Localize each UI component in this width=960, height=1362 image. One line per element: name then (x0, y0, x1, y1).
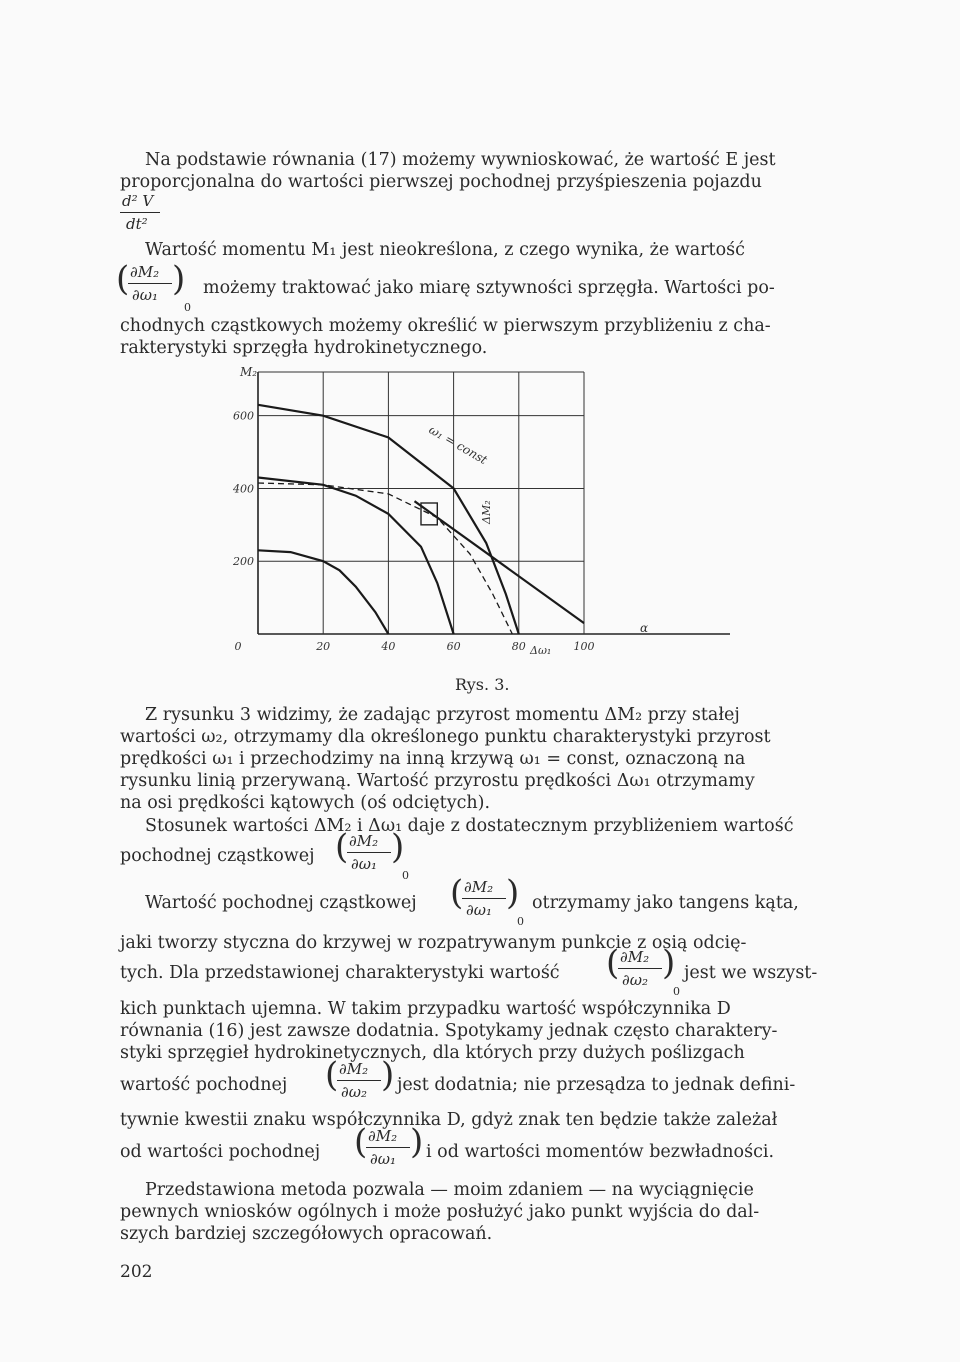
text-line: jest we wszyst- (684, 963, 818, 983)
y-axis-label: M₂ (240, 365, 258, 379)
derivative-numerator: ∂M₂ (349, 832, 379, 850)
x-tick-label: 20 (316, 640, 331, 653)
subscript: 0 (184, 301, 191, 314)
derivative-numerator: ∂M₂ (339, 1060, 369, 1078)
dashed-curve (258, 483, 512, 634)
derivative-numerator: ∂M₂ (368, 1127, 398, 1145)
text-line: chodnych cząstkowych możemy określić w pierwszym przybliżeniu z cha- (120, 316, 771, 336)
x-tick-label: 40 (381, 640, 396, 653)
y-tick-label: 200 (233, 555, 254, 569)
right-parenthesis: ) (381, 1055, 395, 1095)
right-parenthesis: ) (391, 827, 405, 867)
chart-curves (258, 405, 584, 634)
text-line: jaki tworzy styczna do krzywej w rozpatrywanym punkcie z osią odcię- (120, 933, 747, 953)
right-parenthesis: ) (662, 943, 676, 983)
text-line: równania (16) jest zawsze dodatnia. Spotykamy jednak często charaktery- (120, 1021, 778, 1041)
tangent-line (415, 501, 585, 623)
delta-m-label: ΔM₂ (480, 500, 493, 524)
right-parenthesis: ) (410, 1122, 424, 1162)
derivative-denominator: ∂ω₂ (622, 971, 649, 989)
fraction-bar (128, 283, 172, 284)
fraction-bar (120, 212, 160, 213)
text-line: Stosunek wartości ΔM₂ i Δω₁ daje z dostatecznym przybliżeniem wartość (145, 816, 794, 836)
derivative-numerator: ∂M₂ (464, 878, 494, 896)
text-line: wartość pochodnej (120, 1075, 288, 1095)
increment-box (421, 503, 437, 525)
left-parenthesis: ( (116, 259, 130, 299)
right-parenthesis: ) (172, 259, 186, 299)
text-line: wartości ω₂, otrzymamy dla określonego punktu charakterystyki przyrost (120, 727, 771, 747)
text-line: tych. Dla przedstawionej charakterystyki wartość (120, 963, 560, 983)
alpha-label: α (640, 621, 649, 635)
delta-omega-label: Δω₁ (530, 644, 552, 657)
derivative-denominator: ∂ω₁ (351, 855, 378, 873)
derivative-numerator: ∂M₂ (620, 948, 650, 966)
left-parenthesis: ( (335, 827, 349, 867)
text-line: Wartość pochodnej cząstkowej (145, 893, 417, 913)
figure-caption: Rys. 3. (455, 675, 510, 694)
x-tick-label: 100 (573, 640, 595, 653)
derivative-denominator: ∂ω₁ (466, 901, 493, 919)
fraction-bar (618, 968, 662, 969)
subscript: 0 (673, 985, 680, 998)
text-line: jest dodatnia; nie przesądza to jednak defini- (397, 1075, 796, 1095)
subscript: 0 (517, 915, 524, 928)
fraction-bar (462, 898, 506, 899)
left-parenthesis: ( (354, 1122, 368, 1162)
x-tick-label: 60 (446, 640, 461, 653)
right-parenthesis: ) (506, 873, 520, 913)
text-line: prędkości ω₁ i przechodzimy na inną krzywą ω₁ = const, oznaczoną na (120, 749, 746, 769)
text-line: możemy traktować jako miarę sztywności sprzęgła. Wartości po- (203, 278, 775, 298)
characteristic-chart (200, 362, 760, 672)
fraction-bar (366, 1147, 410, 1148)
text-line: styki sprzęgieł hydrokinetycznych, dla których przy dużych poślizgach (120, 1043, 745, 1063)
derivative-numerator: ∂M₂ (130, 263, 160, 281)
text-line: od wartości pochodnej (120, 1142, 321, 1162)
left-parenthesis: ( (325, 1055, 339, 1095)
left-parenthesis: ( (450, 873, 464, 913)
fraction-numerator: d² V (122, 192, 154, 210)
text-line: pochodnej cząstkowej (120, 846, 315, 866)
text-line: pewnych wniosków ogólnych i może posłużyć jako punkt wyjścia do dal- (120, 1202, 760, 1222)
derivative-denominator: ∂ω₂ (341, 1083, 368, 1101)
text-line: rysunku linią przerywaną. Wartość przyrostu prędkości Δω₁ otrzymamy (120, 771, 755, 791)
text-line: Przedstawiona metoda pozwala — moim zdaniem — na wyciągnięcie (145, 1180, 754, 1200)
page-number: 202 (120, 1262, 153, 1282)
derivative-denominator: ∂ω₁ (132, 286, 159, 304)
text-line: Na podstawie równania (17) możemy wywnioskować, że wartość E jest (145, 150, 776, 170)
text-line: proporcjonalna do wartości pierwszej pochodnej przyśpieszenia pojazdu (120, 172, 762, 192)
text-line: tywnie kwestii znaku współczynnika D, gdyż znak ten będzie także zależał (120, 1110, 778, 1130)
fraction-bar (347, 852, 391, 853)
left-parenthesis: ( (606, 943, 620, 983)
text-line: Wartość momentu M₁ jest nieokreślona, z czego wynika, że wartość (145, 240, 745, 260)
curve-line (258, 478, 454, 635)
x-tick-label: 0 (234, 640, 242, 653)
text-line: kich punktach ujemna. W takim przypadku wartość współczynnika D (120, 999, 731, 1019)
y-tick-label: 400 (233, 482, 254, 496)
text-line: otrzymamy jako tangens kąta, (532, 893, 799, 913)
text-line: na osi prędkości kątowych (oś odciętych). (120, 793, 491, 813)
fraction-denominator: dt² (126, 215, 148, 233)
text-line: rakterystyki sprzęgła hydrokinetycznego. (120, 338, 488, 358)
derivative-denominator: ∂ω₁ (370, 1150, 397, 1168)
fraction-bar (337, 1080, 381, 1081)
subscript: 0 (402, 869, 409, 882)
text-line: i od wartości momentów bezwładności. (426, 1142, 775, 1162)
text-line: szych bardziej szczegółowych opracowań. (120, 1224, 493, 1244)
chart-grid (258, 372, 730, 634)
x-tick-label: 80 (511, 640, 526, 653)
text-line: Z rysunku 3 widzimy, że zadając przyrost momentu ΔM₂ przy stałej (145, 705, 740, 725)
const-label: ω₁ = const (426, 422, 490, 468)
y-tick-label: 600 (233, 409, 254, 423)
